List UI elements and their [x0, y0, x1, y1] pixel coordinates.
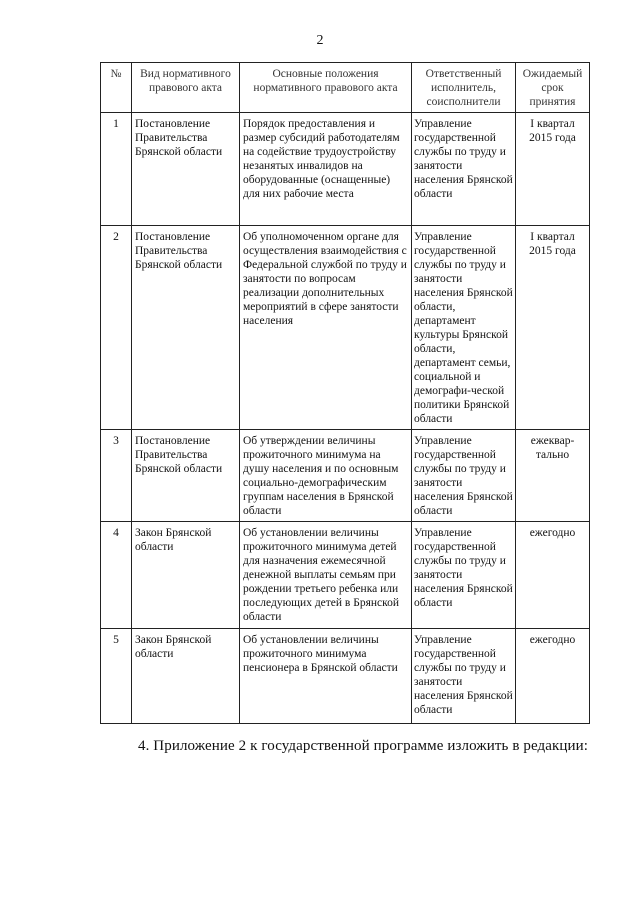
- table-row: [101, 629, 590, 724]
- row-provisions: Об установлении величины прожиточного минимума детей для назначения ежемесячной денежной выплаты семьям при рождении третьего ребенка или последующих детей в Брянской области: [240, 522, 412, 629]
- table-row: [101, 430, 590, 522]
- row-act-type: Закон Брянской области: [132, 629, 240, 724]
- row-term: ежегодно: [516, 629, 590, 724]
- row-term: I квартал 2015 года: [516, 113, 590, 226]
- table-row: [101, 113, 590, 226]
- row-act-type: Постановление Правительства Брянской области: [132, 430, 240, 522]
- row-executor: Управление государственной службы по труду и занятости населения Брянской области, департамент культуры Брянской области, департамент семьи, социальной и демографи-ческой политики Брянской области: [412, 226, 516, 430]
- row-num: 3: [101, 430, 132, 522]
- row-provisions: Об утверждении величины прожиточного минимума на душу населения и по основным социально-демографическим группам населения в Брянской области: [240, 430, 412, 522]
- row-provisions: Об установлении величины прожиточного минимума пенсионера в Брянской области: [240, 629, 412, 724]
- row-act-type: Постановление Правительства Брянской области: [132, 226, 240, 430]
- row-executor: Управление государственной службы по труду и занятости населения Брянской области: [412, 113, 516, 226]
- table-header-row: [101, 63, 590, 113]
- header-act-type: Вид нормативного правового акта: [132, 63, 240, 113]
- amendment-note: 4. Приложение 2 к государственной программе изложить в редакции:: [138, 738, 589, 754]
- row-num: 5: [101, 629, 132, 724]
- row-num: 4: [101, 522, 132, 629]
- row-term: ежегодно: [516, 522, 590, 629]
- row-act-type: Постановление Правительства Брянской области: [132, 113, 240, 226]
- page-number: 2: [316, 33, 324, 48]
- row-num: 2: [101, 226, 132, 430]
- table-row: [101, 522, 590, 629]
- table-row: [101, 226, 590, 430]
- header-provisions: Основные положения нормативного правового акта: [240, 63, 412, 113]
- row-provisions: Порядок предоставления и размер субсидий работодателям на содействие трудоустройству незанятых инвалидов на оборудованные (оснащенные) для них рабочие места: [240, 113, 412, 226]
- row-executor: Управление государственной службы по труду и занятости населения Брянской области: [412, 522, 516, 629]
- row-num: 1: [101, 113, 132, 226]
- row-term: ежеквар-тально: [516, 430, 590, 522]
- row-executor: Управление государственной службы по труду и занятости населения Брянской области: [412, 430, 516, 522]
- header-num: №: [101, 63, 132, 113]
- normative-acts-table: [100, 62, 590, 724]
- header-term: Ожидаемый срок принятия: [516, 63, 590, 113]
- row-act-type: Закон Брянской области: [132, 522, 240, 629]
- row-term: I квартал 2015 года: [516, 226, 590, 430]
- row-provisions: Об уполномоченном органе для осуществления взаимодействия с Федеральной службой по труду и занятости по вопросам реализации дополнительных мероприятий в сфере занятости населения: [240, 226, 412, 430]
- row-executor: Управление государственной службы по труду и занятости населения Брянской области: [412, 629, 516, 724]
- header-executor: Ответственный исполнитель, соисполнители: [412, 63, 516, 113]
